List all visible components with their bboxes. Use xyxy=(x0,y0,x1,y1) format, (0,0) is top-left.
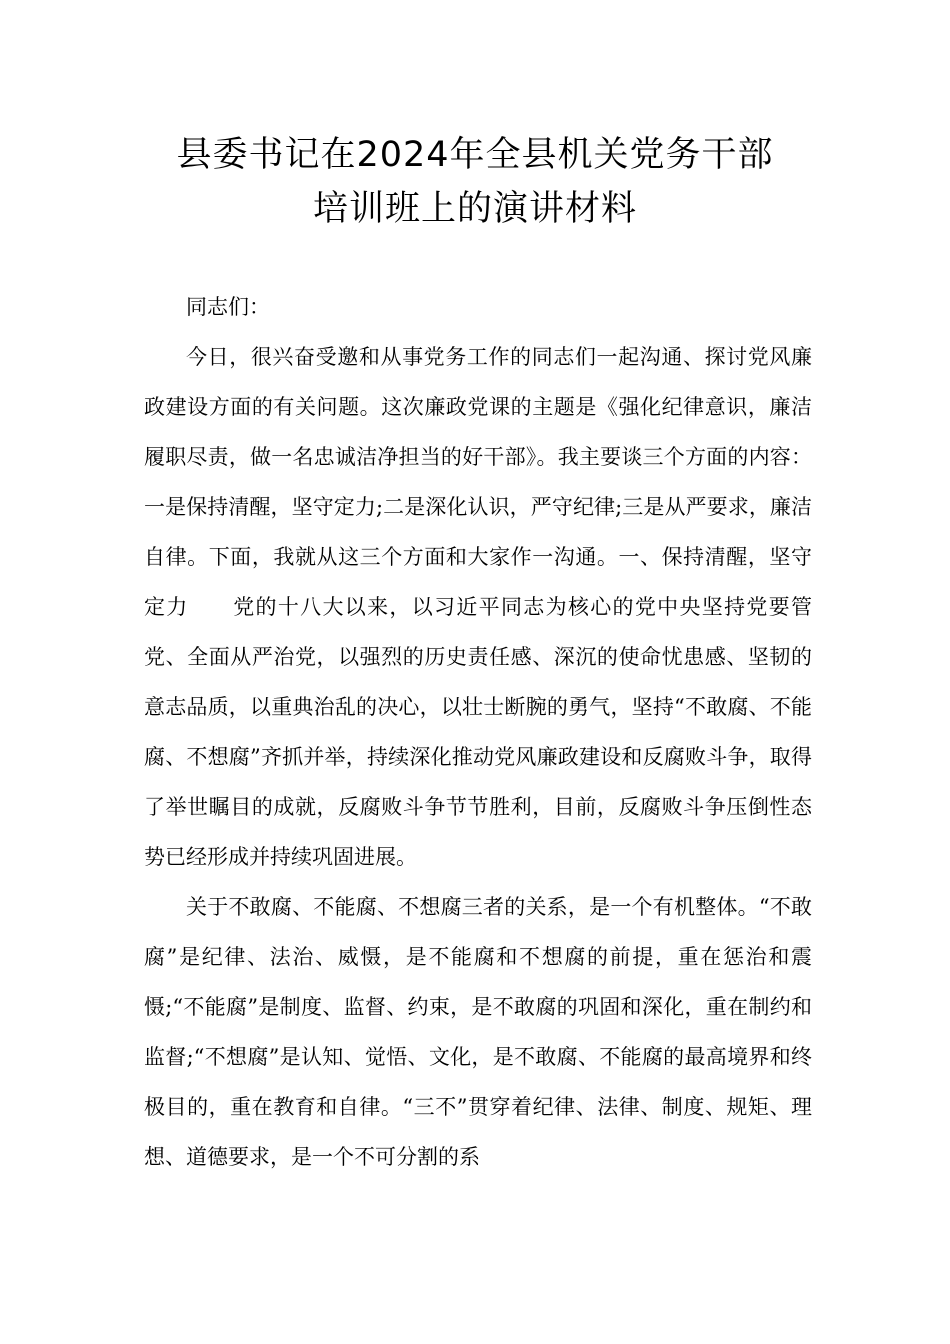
title-line-1: 县委书记在2024年全县机关党务干部 xyxy=(176,135,774,175)
title-line-2: 培训班上的演讲材料 xyxy=(312,189,637,229)
paragraph-1: 今日，很兴奋受邀和从事党务工作的同志们一起沟通、探讨党风廉政建设方面的有关问题。这次廉政党课的主题是《强化纪律意识，廉洁履职尽责，做一名忠诚洁净担当的好干部》。我主要谈三个方面的内容：一是保持清醒，坚守定力;二是深化认识，严守纪律;三是从严要求，廉洁自律。下面，我就从这三个方面和大家作一沟通。一、保持清醒，坚守定力 党的十八大以来，以习近平同志为核心的党中央坚持党要管党、全面从严治党，以强烈的历史责任感、深沉的使命忧患感、坚韧的意志品质，以重典治乱的决心，以壮士断腕的勇气，坚持“不敢腐、不能腐、不想腐”齐抓并举，持续深化推动党风廉政建设和反腐败斗争，取得了举世瞩目的成就，反腐败斗争节节胜利，目前，反腐败斗争压倒性态势已经形成并持续巩固进展。 xyxy=(144,345,812,869)
salutation: 同志们： xyxy=(186,295,270,319)
document-title xyxy=(100,128,850,236)
document-body xyxy=(144,282,812,1182)
paragraph-2: 关于不敢腐、不能腐、不想腐三者的关系，是一个有机整体。“不敢腐”是纪律、法治、威慑，是不能腐和不想腐的前提，重在惩治和震慑;“不能腐”是制度、监督、约束，是不敢腐的巩固和深化，重在制约和监督;“不想腐”是认知、觉悟、文化，是不敢腐、不能腐的最高境界和终极目的，重在教育和自律。“三不”贯穿着纪律、法律、制度、规矩、理想、道德要求，是一个不可分割的系 xyxy=(144,895,812,1169)
